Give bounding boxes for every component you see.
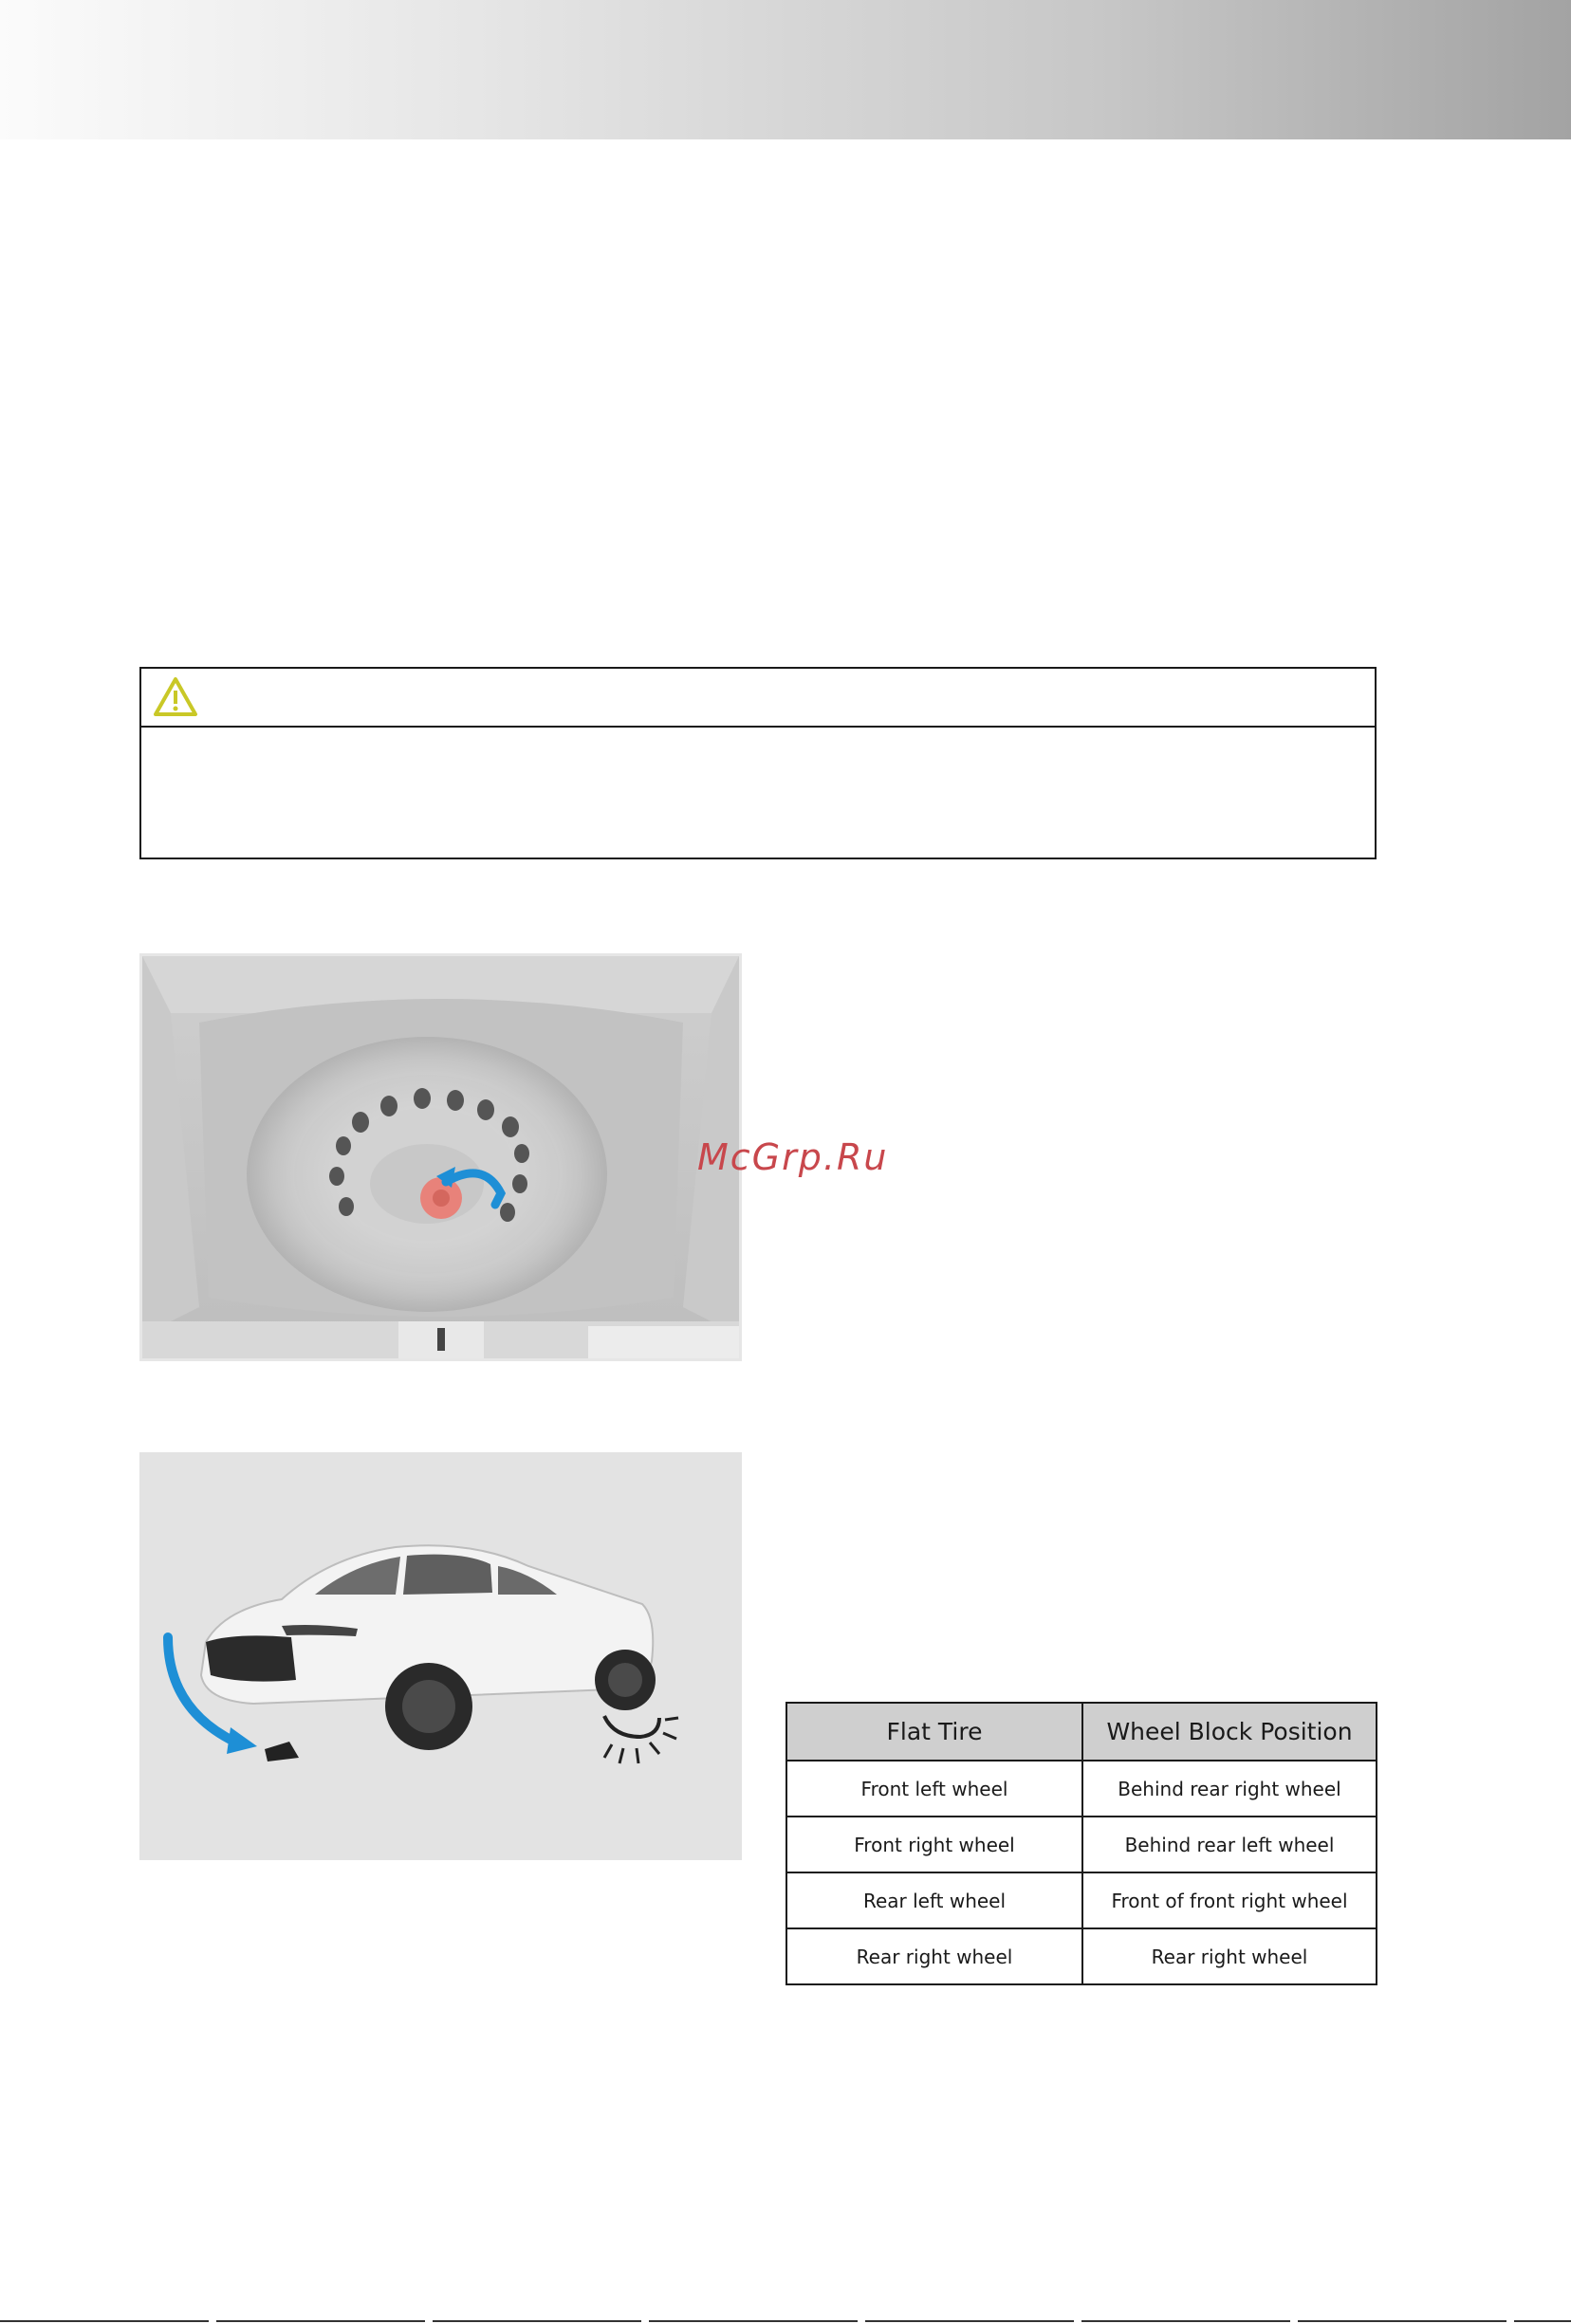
column-header-block-position: Wheel Block Position [1082,1703,1377,1761]
cell-block-position: Behind rear right wheel [1082,1761,1377,1817]
cell-flat-tire: Rear right wheel [786,1928,1082,1984]
table-row [786,1872,1377,1928]
cell-flat-tire: Front right wheel [786,1817,1082,1872]
warning-triangle-icon [153,676,198,718]
footer-rule [0,2320,1571,2322]
table-row [786,1761,1377,1817]
table-row [786,1928,1377,1984]
header-band [0,0,1571,139]
cell-flat-tire: Rear left wheel [786,1872,1082,1928]
cell-block-position: Behind rear left wheel [1082,1817,1377,1872]
cell-flat-tire: Front left wheel [786,1761,1082,1817]
column-header-flat-tire: Flat Tire [786,1703,1082,1761]
wheel-block-illustration [139,1452,742,1860]
table-row [786,1817,1377,1872]
cell-block-position: Rear right wheel [1082,1928,1377,1984]
warning-box [139,667,1377,859]
wheel-block-table [786,1702,1377,1985]
watermark: McGrp.Ru [697,1136,889,1178]
cell-block-position: Front of front right wheel [1082,1872,1377,1928]
warning-header [141,669,1375,728]
table-header-row [786,1703,1377,1761]
spare-wheel-illustration [139,953,742,1361]
